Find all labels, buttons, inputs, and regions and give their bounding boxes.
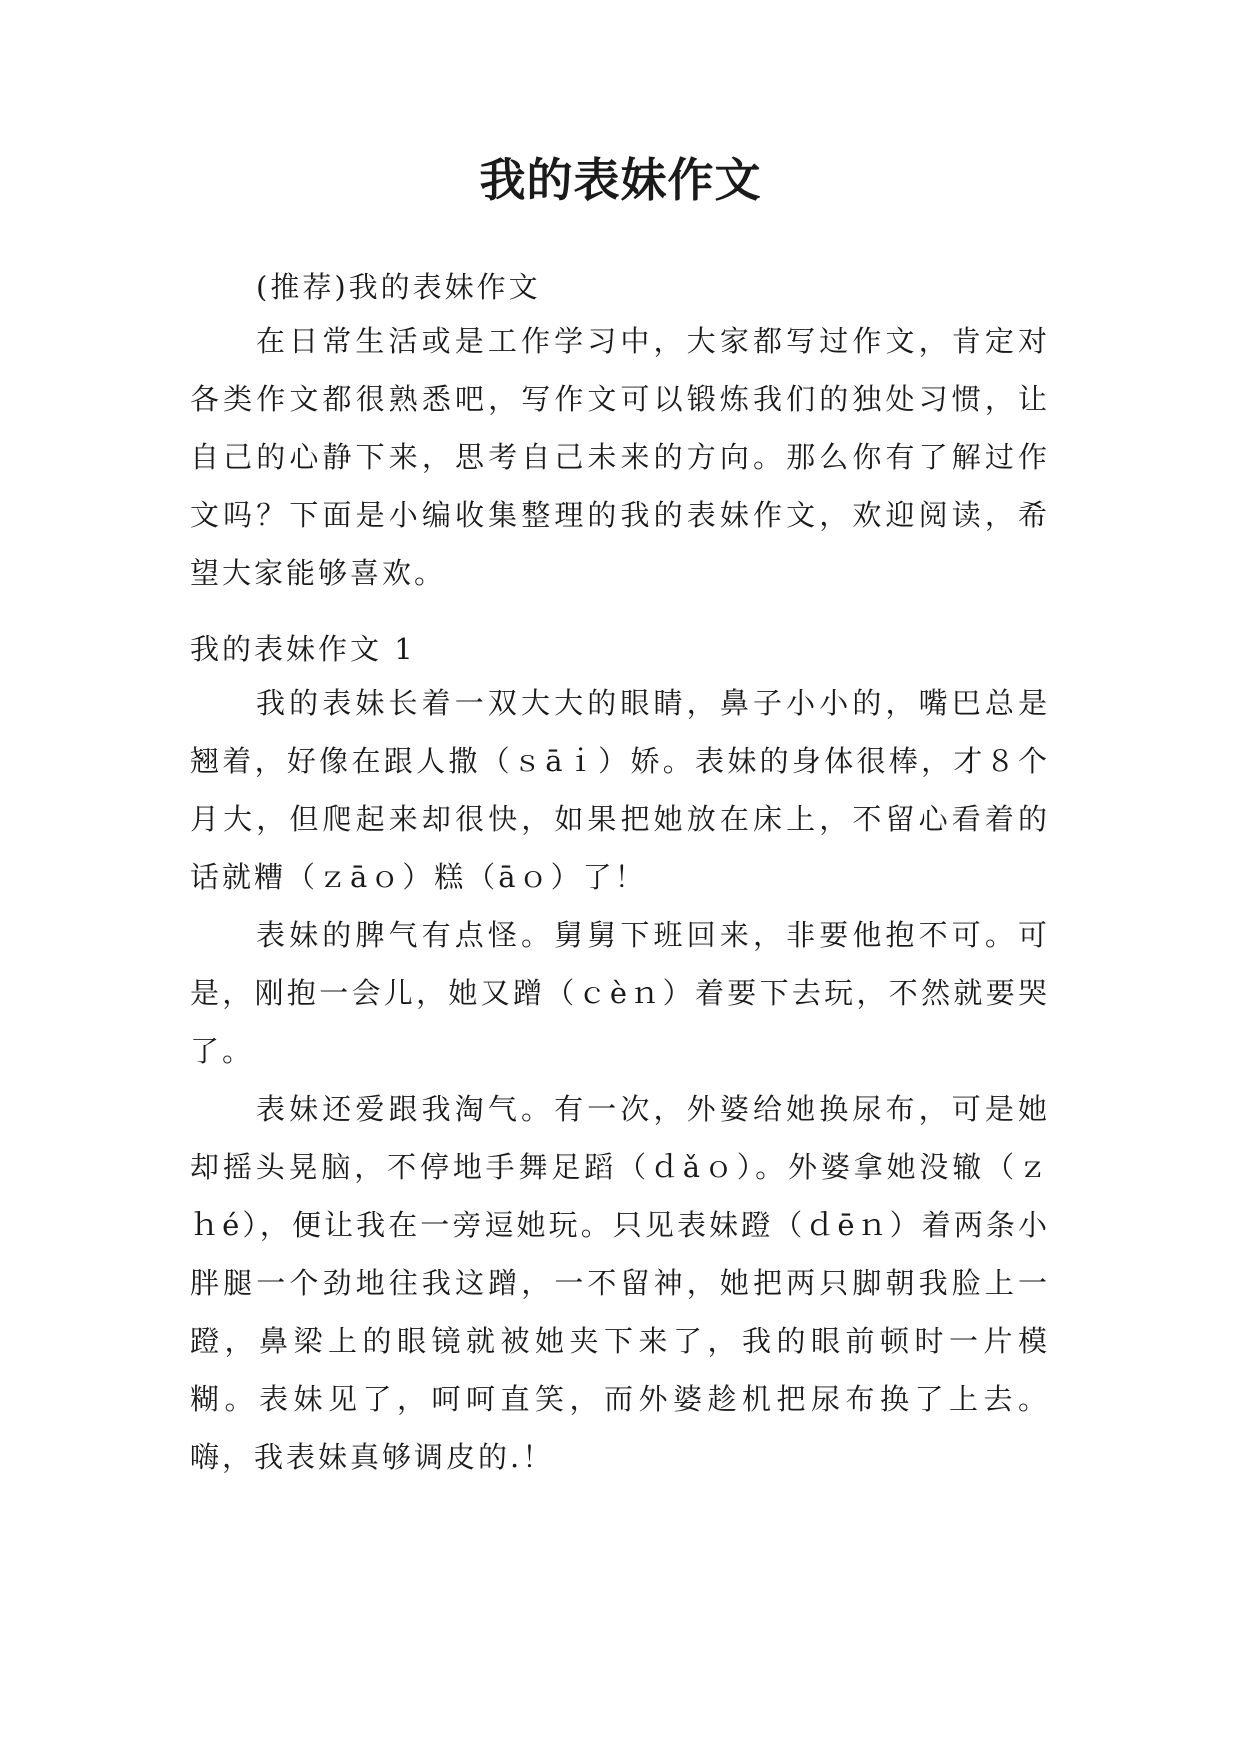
- essay-paragraph-1: 我的表妹长着一双大大的眼睛，鼻子小小的，嘴巴总是翘着，好像在跟人撒（ｓāｉ）娇。表妹的身体很棒，才８个月大，但爬起来却很快，如果把她放在床上，不留心看着的话就糟（ｚāｏ）糕（āｏ）了！: [190, 686, 1050, 894]
- intro-heading: (推荐)我的表妹作文: [256, 270, 541, 304]
- intro-paragraph: 在日常生活或是工作学习中，大家都写过作文，肯定对各类作文都很熟悉吧，写作文可以锻炼我们的独处习惯，让自己的心静下来，思考自己未来的方向。那么你有了解过作文吗？下面是小编收集整理的我的表妹作文，欢迎阅读，希望大家能够喜欢。: [190, 324, 1050, 590]
- essay-paragraph-2: 表妹的脾气有点怪。舅舅下班回来，非要他抱不可。可是，刚抱一会儿，她又蹭（ｃèｎ）着要下去玩，不然就要哭了。: [190, 918, 1050, 1068]
- essay-paragraph-3: 表妹还爱跟我淘气。有一次，外婆给她换尿布，可是她却摇头晃脑，不停地手舞足蹈（ｄǎｏ）。外婆拿她没辙（ｚｈé），便让我在一旁逗她玩。只见表妹蹬（ｄēｎ）着两条小胖腿一个劲地往我这蹭，一不留神，她把两只脚朝我脸上一蹬，鼻梁上的眼镜就被她夹下来了，我的眼前顿时一片模糊。表妹见了，呵呵直笑，而外婆趁机把尿布换了上去。嗨，我表妹真够调皮的.！: [190, 1092, 1050, 1474]
- document-title: 我的表妹作文: [479, 153, 762, 207]
- essay-heading: 我的表妹作文 1: [190, 632, 416, 666]
